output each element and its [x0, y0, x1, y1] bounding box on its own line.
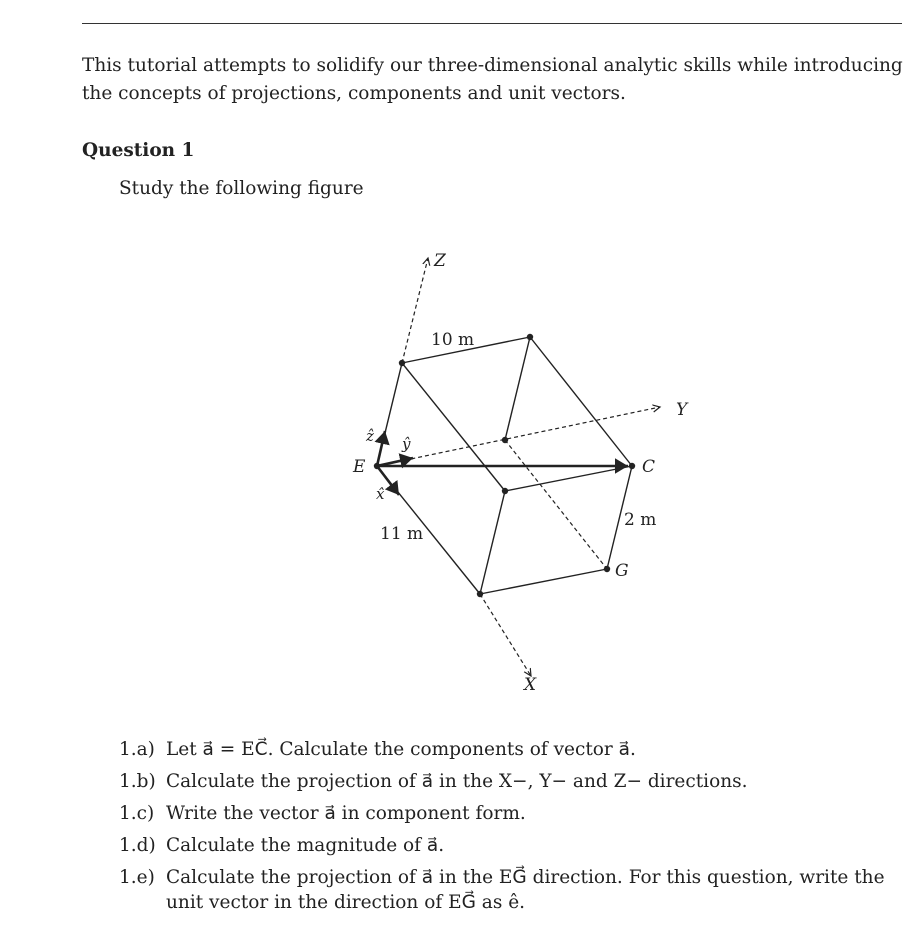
item-number: 1.d) — [119, 835, 156, 856]
item-number: 1.b) — [119, 771, 156, 792]
cube-edge — [480, 491, 505, 594]
axis-x-label: X — [524, 675, 537, 695]
axis-y-label: Y — [676, 400, 688, 420]
item-text: Calculate the projection of a⃗ in the EG⃗ direction. For this question, write the unit vector in the direction of EG⃗ as ê. — [166, 867, 885, 913]
item-text: Write the vector a⃗ in component form. — [166, 803, 526, 824]
vertex-dot — [604, 566, 610, 572]
vertex-dot — [477, 591, 483, 597]
unit-x-label: x̂ — [376, 485, 385, 503]
list-item — [119, 737, 909, 762]
unit-z-arrow — [377, 431, 385, 466]
vertex-dot — [399, 360, 405, 366]
dim-top-label: 10 m — [431, 330, 475, 350]
hidden-diagonal — [505, 440, 607, 569]
list-item — [119, 801, 909, 826]
vertex-dot — [502, 488, 508, 494]
list-item — [119, 769, 909, 794]
vertex-dot — [527, 334, 533, 340]
item-text: Calculate the magnitude of a⃗. — [166, 835, 445, 856]
item-number: 1.a) — [119, 739, 155, 760]
item-text: Calculate the projection of a⃗ in the X−, Y− and Z− directions. — [166, 771, 748, 792]
list-item — [119, 865, 909, 915]
cube-edge — [505, 466, 632, 491]
top-rule — [82, 23, 902, 24]
question-prompt: Study the following figure — [119, 178, 364, 199]
question-list — [119, 737, 909, 922]
cube-edge — [402, 363, 505, 491]
x-axis — [480, 594, 531, 676]
unit-y-label: ŷ — [402, 435, 411, 453]
vertex-dot — [374, 463, 380, 469]
cube-edge — [530, 337, 632, 466]
cube-figure — [330, 240, 730, 700]
z-axis — [402, 258, 428, 363]
unit-z-label: ẑ — [366, 427, 374, 445]
vertex-dot — [629, 463, 635, 469]
vertex-dot — [502, 437, 508, 443]
intro-paragraph: This tutorial attempts to solidify our three-dimensional analytic skills while introducing the concepts of projections, components and unit vectors. — [82, 55, 903, 104]
cube-edge — [480, 569, 607, 594]
point-c-label: C — [642, 457, 656, 477]
item-number: 1.e) — [119, 867, 155, 888]
axis-z-label: Z — [434, 251, 446, 271]
item-number: 1.c) — [119, 803, 155, 824]
item-text: Let a⃗ = EC⃗. Calculate the components of vector a⃗. — [166, 739, 636, 760]
point-g-label: G — [615, 561, 629, 581]
question-title: Question 1 — [82, 140, 195, 161]
dim-left-label: 11 m — [380, 524, 424, 544]
point-e-label: E — [353, 457, 366, 477]
cube-edge — [505, 337, 530, 440]
dim-right-label: 2 m — [624, 510, 657, 530]
list-item — [119, 833, 909, 858]
